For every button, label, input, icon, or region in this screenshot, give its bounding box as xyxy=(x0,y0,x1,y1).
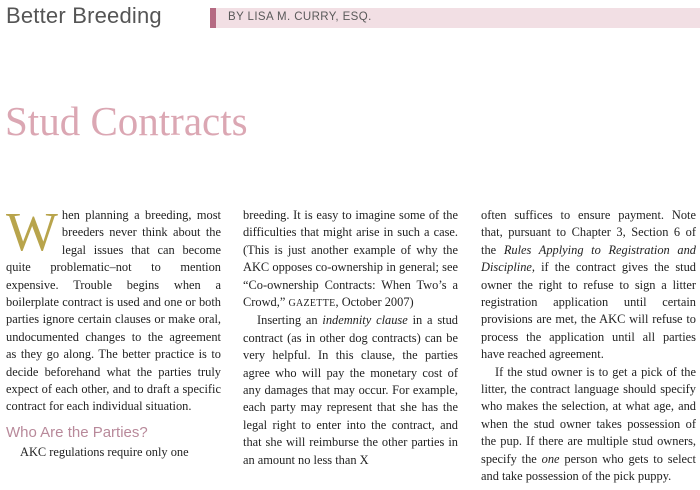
text-segment: person who gets to select and take possession of the pick puppy. xyxy=(481,451,696,484)
text-segment: often suffices to ensure payment. Note that, pursuant to Chapter 3, Section 6 of the xyxy=(481,208,696,257)
intro-paragraph xyxy=(6,201,221,416)
byline-bar xyxy=(210,8,700,28)
drop-cap: W xyxy=(6,201,58,262)
emphasis-term: indemnity clause xyxy=(322,313,408,328)
text-segment: if the contract gives the stud owner the right to refuse to sign a litter registration application until certain provisions are met, the AKC will refuse to process the application until all parties have reached agreement. xyxy=(481,260,696,362)
magazine-citation: GAZETTE xyxy=(288,298,336,310)
paragraph xyxy=(481,364,696,486)
text-segment: breeding. It is easy to imagine some of the difficulties that might arise in such a case. (This is just another example of why the AKC opposes co-ownership in general; see “Co-ownership Contracts: When Two’s a Crowd,” xyxy=(243,208,458,310)
paragraph xyxy=(243,207,458,312)
text-segment: Inserting an xyxy=(257,313,318,328)
rules-title: Rules Applying to Registration and Discipline, xyxy=(481,242,696,275)
column-1 xyxy=(6,201,221,461)
text-segment: in a stud contract (as in other dog contracts) can be very helpful. In this clause, the parties agree who will pay the monetary cost of any damages that may occur. For example, each party may represent that she has the legal right to enter into the contract, and that she will reimburse the other parties in an amount no less than X xyxy=(243,313,458,467)
paragraph: AKC regulations require only one xyxy=(20,444,189,459)
article-title: Stud Contracts xyxy=(5,98,248,144)
emphasis-word: one xyxy=(541,451,560,466)
paragraph xyxy=(243,312,458,469)
column-2 xyxy=(243,207,458,469)
intro-text: hen planning a breeding, most breeders never think about the legal issues that can become quite problematic–not to mention expensive. Trouble begins when a boilerplate contract is used and one or both parties ignore certain clauses or make oral, undocumented changes to the agreement as they go along. The better practice is to decide beforehand what the parties truly expect of each other, and to draft a specific contract for each individual situation. xyxy=(6,208,221,414)
subheading: Who Are the Parties? xyxy=(6,423,148,441)
text-segment: If the stud owner is to get a pick of the litter, the contract language should specify who makes the selection, at what age, and when the stud owner takes possession of the pup. If there are multiple stud owners, specify the xyxy=(481,364,696,466)
paragraph xyxy=(481,207,696,364)
section-title: Better Breeding xyxy=(6,3,162,28)
page-header xyxy=(0,0,700,34)
byline: BY LISA M. CURRY, ESQ. xyxy=(228,11,372,23)
text-segment: , October 2007) xyxy=(335,295,414,310)
column-3 xyxy=(481,207,696,486)
